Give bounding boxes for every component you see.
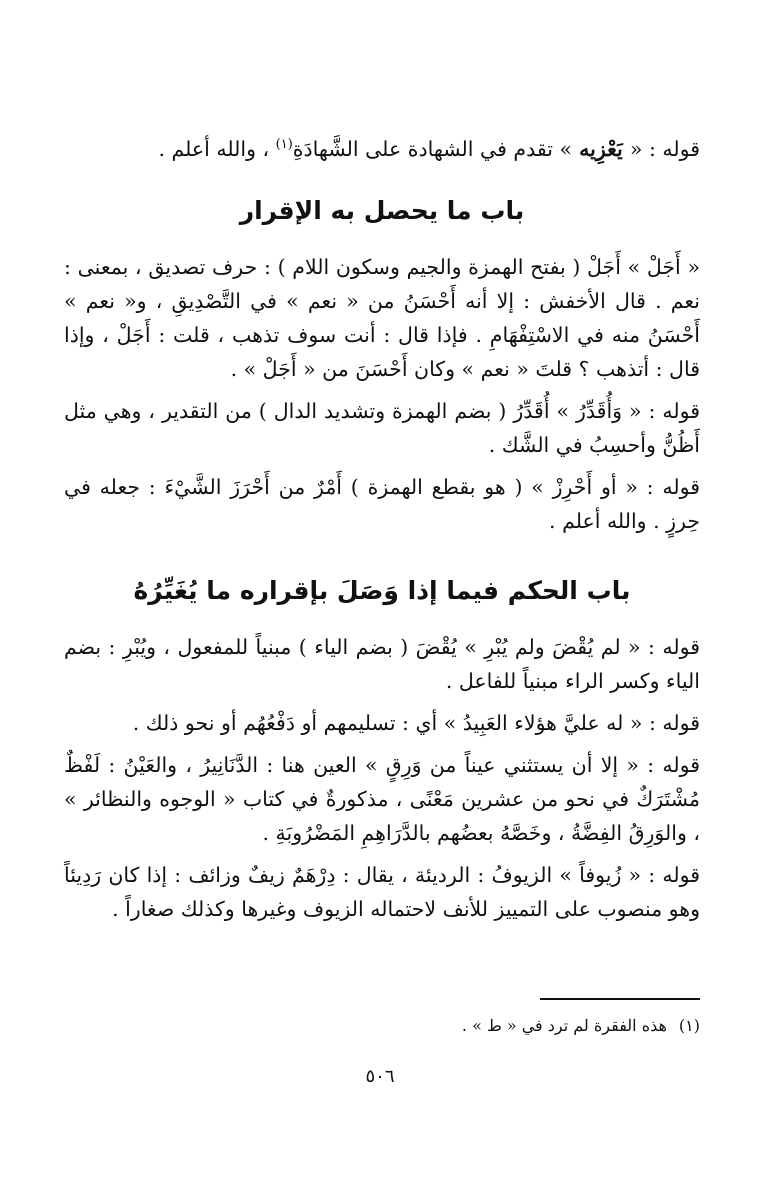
footnote-reference[interactable]: (١) (275, 137, 293, 153)
intro-label: قوله : « (629, 137, 700, 161)
section1-paragraph-uqaddir: قوله : « وَأُقَدِّرُ » أُقَدِّرُ ( بضم الهمزة وتشديد الدال ) من التقدير ، وهي مثل أَظُنُّ وأحسِبُ في الشَّك . (64, 399, 700, 457)
section1-paragraph-ajal: « أَجَلْ » أَجَلْ ( بفتح الهمزة والجيم وسكون اللام ) : حرف تصديق ، بمعنى : نعم . قال الأخفش : إلا أنه أَحْسَنُ من « نعم » في التَّصْدِيقِ ، و« نعم » أَحْسَنُ منه في الاسْتِفْهَامِ . فإذا قال : أنت سوف تذهب ، قلت : أَجَلْ ، وإذا قال : أتذهب ؟ قلتَ « نعم » وكان أَحْسَنَ من « أَجَلْ » . (64, 255, 700, 381)
intro-paragraph (64, 132, 700, 166)
section2-paragraph-abid: قوله : « له عليَّ هؤلاء العَبِيدُ » أي : تسليمهم أو دَفْعُهُم أو نحو ذلك . (132, 711, 700, 735)
intro-rest: » تقدم في الشهادة على الشَّهادَةِ (292, 137, 572, 161)
page-content (64, 132, 700, 934)
section1-paragraph-ahriz: قوله : « أو أَحْرِزْ » ( هو بقطع الهمزة ) أَمْرٌ من أَحْرَزَ الشَّيْءَ : جعله في حِرزٍ . والله أعلم . (64, 475, 700, 533)
section2-paragraph-zuyuf: قوله : « زُيوفاً » الزيوفُ : الرديئة ، يقال : دِرْهَمٌ زيفٌ وزائف : إذا كان رَدِيئاً وهو منصوب على التمييز للأنف لاحتماله الزيوف وغيرها وكذلك صغاراً . (64, 863, 700, 921)
intro-tail: ، والله أعلم . (158, 137, 276, 161)
footnote-number: (١) (678, 1016, 700, 1035)
page-number: ٥٠٦ (365, 1066, 395, 1087)
chapter-heading-iqrar: باب ما يحصل به الإقرار (239, 196, 525, 225)
footnote-text: هذه الفقرة لم ترد في « ط » . (461, 1016, 667, 1035)
footnote-divider (540, 998, 700, 1000)
intro-term: يَعْزِيه (572, 137, 630, 161)
footnote (64, 1014, 700, 1038)
chapter-heading-hukm: باب الحكم فيما إذا وَصَلَ بإقراره ما يُغَيِّرُهُ (133, 576, 631, 605)
section2-paragraph-yuqda: قوله : « لم يُقْضَ ولم يُبْرِ » يُقْضَ ( بضم الياء ) مبنياً للمفعول ، ويُبْرِ : بضم الياء وكسر الراء مبنياً للفاعل . (64, 635, 700, 693)
section2-paragraph-ayn: قوله : « إلا أن يستثني عيناً من وَرِقٍ » العين هنا : الدَّنَانِيرُ ، والعَيْنُ : لَفْظٌ مُشْتَرَكٌ في نحو من عشرين مَعْنًى ، مذكورةٌ في كتاب « الوجوه والنظائر » ، والوَرِقُ الفِضَّةُ ، وخَصَّهُ بعضُهم بالدَّرَاهِمِ المَضْرُوبَةِ . (64, 753, 700, 845)
